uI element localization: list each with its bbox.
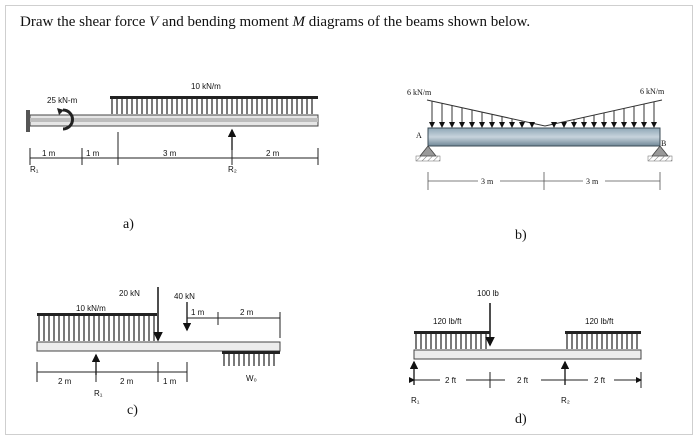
span-a-4: 2 m <box>266 149 280 158</box>
beam-c <box>37 287 280 418</box>
distributed-load-d-left <box>414 331 490 349</box>
load-label-a: 10 kN/m <box>191 82 221 91</box>
load-label-w0: W₀ <box>246 374 257 383</box>
span-c-bottom-1: 2 m <box>58 377 72 386</box>
beam-d <box>411 289 641 427</box>
span-d-1: 2 ft <box>445 376 457 385</box>
load-label-c: 10 kN/m <box>76 304 106 313</box>
point-load-label-40kn: 40 kN <box>174 292 195 301</box>
support-label-r1-d: R₁ <box>411 396 420 405</box>
span-a-2: 1 m <box>86 149 100 158</box>
beam-b-body <box>428 128 660 146</box>
span-d-3: 2 ft <box>594 376 606 385</box>
part-label-b: b) <box>515 228 527 243</box>
pin-support-b <box>648 146 672 161</box>
part-label-a: a) <box>123 217 134 232</box>
beam-a <box>26 82 318 232</box>
distributed-load-c <box>37 313 157 341</box>
dimension-line-b <box>428 172 660 190</box>
beam-c-body <box>37 342 280 351</box>
span-b-2: 3 m <box>586 177 599 186</box>
span-a-3: 3 m <box>163 149 177 158</box>
span-c-top-2: 2 m <box>240 308 254 317</box>
part-label-c: c) <box>127 403 138 418</box>
span-c-bottom-3: 1 m <box>163 377 177 386</box>
support-label-r1-c: R₁ <box>94 389 103 398</box>
problem-statement: Draw the shear force V and bending moment M diagrams of the beams shown below. <box>20 14 531 30</box>
triangular-load-b <box>427 100 662 127</box>
load-label-b-right: 6 kN/m <box>640 87 665 96</box>
span-d-2: 2 ft <box>517 376 529 385</box>
load-label-d-right: 120 lb/ft <box>585 317 614 326</box>
support-label-r1-a: R₁ <box>30 165 39 174</box>
end-label-a: A <box>416 131 422 140</box>
load-label-b-left: 6 kN/m <box>407 88 432 97</box>
pin-support-a <box>416 146 440 161</box>
point-load-label-20kn: 20 kN <box>119 289 140 298</box>
part-label-d: d) <box>515 412 527 427</box>
distributed-load-a <box>110 96 318 114</box>
end-label-b: B <box>661 139 667 148</box>
span-c-bottom-2: 2 m <box>120 377 134 386</box>
distributed-load-w0 <box>222 351 280 366</box>
support-label-r2-d: R₂ <box>561 396 570 405</box>
distributed-load-d-right <box>565 331 641 349</box>
moment-label-a: 25 kN-m <box>47 96 78 105</box>
support-label-r2-a: R₂ <box>228 165 237 174</box>
beam-d-body <box>414 350 641 359</box>
load-label-d-left: 120 lb/ft <box>433 317 462 326</box>
span-a-1: 1 m <box>42 149 56 158</box>
span-c-top-1: 1 m <box>191 308 205 317</box>
point-load-label-100lb: 100 lb <box>477 289 499 298</box>
beam-b <box>407 87 672 243</box>
span-b-1: 3 m <box>481 177 494 186</box>
fixed-support-a <box>26 110 30 132</box>
